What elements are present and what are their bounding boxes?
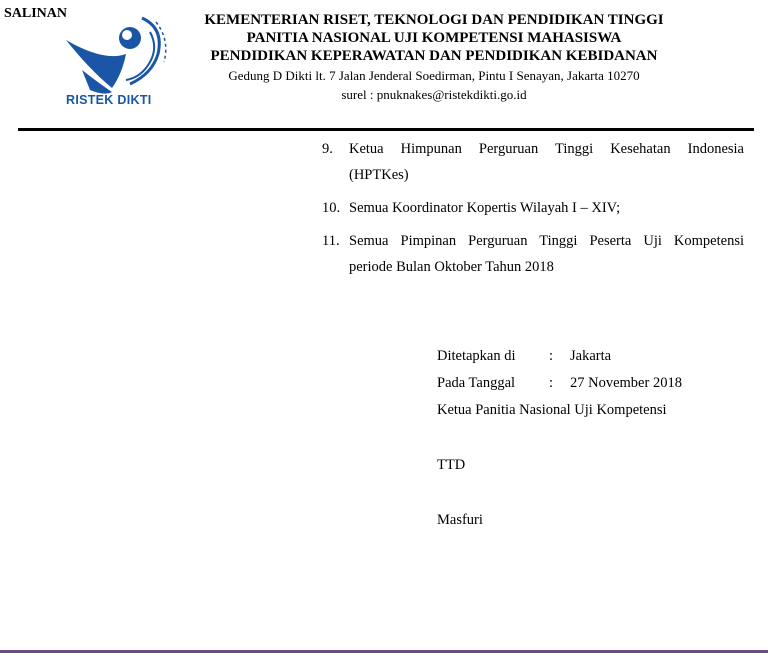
salinan-stamp: SALINAN: [4, 6, 68, 21]
recipient-list: [322, 136, 744, 287]
date-label: Pada Tanggal: [437, 375, 516, 391]
place-label: Ditetapkan di: [437, 348, 516, 364]
list-text: Semua Pimpinan Perguruan Tinggi Peserta Uji Kompetensi: [349, 233, 744, 249]
list-text: Ketua Himpunan Perguruan Tinggi Kesehatan Indonesia: [349, 141, 744, 157]
list-text: Semua Koordinator Kopertis Wilayah I – XIV;: [349, 200, 621, 216]
place-separator: :: [549, 348, 554, 364]
place-value: Jakarta: [570, 348, 612, 364]
list-number: 10.: [322, 200, 341, 216]
address: Gedung D Dikti lt. 7 Jalan Jenderal Soedirman, Pintu I Senayan, Jakarta 10270: [228, 68, 640, 83]
letterhead: [175, 11, 693, 104]
date-value: 27 November 2018: [570, 375, 682, 391]
header-rule: [18, 128, 754, 131]
date-separator: :: [549, 375, 554, 391]
list-number: 9.: [322, 141, 333, 157]
list-item: [322, 195, 744, 221]
signature-block: [437, 343, 682, 534]
ministry-name: KEMENTERIAN RISET, TEKNOLOGI DAN PENDIDIKAN TINGGI: [204, 12, 664, 28]
signatory-name: Masfuri: [437, 512, 483, 528]
list-number: 11.: [322, 233, 340, 249]
email: surel : pnuknakes@ristekdikti.go.id: [341, 87, 527, 102]
logo-text: RISTEK DIKTI: [66, 93, 152, 107]
list-text-cont: periode Bulan Oktober Tahun 2018: [349, 259, 554, 275]
list-item: [322, 136, 744, 188]
list-item: [322, 228, 744, 280]
committee-name: PANITIA NASIONAL UJI KOMPETENSI MAHASISWA: [246, 30, 622, 46]
signatory-position: Ketua Panitia Nasional Uji Kompetensi: [437, 402, 667, 418]
ttd-mark: TTD: [437, 457, 466, 473]
program-name: PENDIDIKAN KEPERAWATAN DAN PENDIDIKAN KEBIDANAN: [210, 48, 658, 64]
list-text-cont: (HPTKes): [349, 167, 409, 183]
